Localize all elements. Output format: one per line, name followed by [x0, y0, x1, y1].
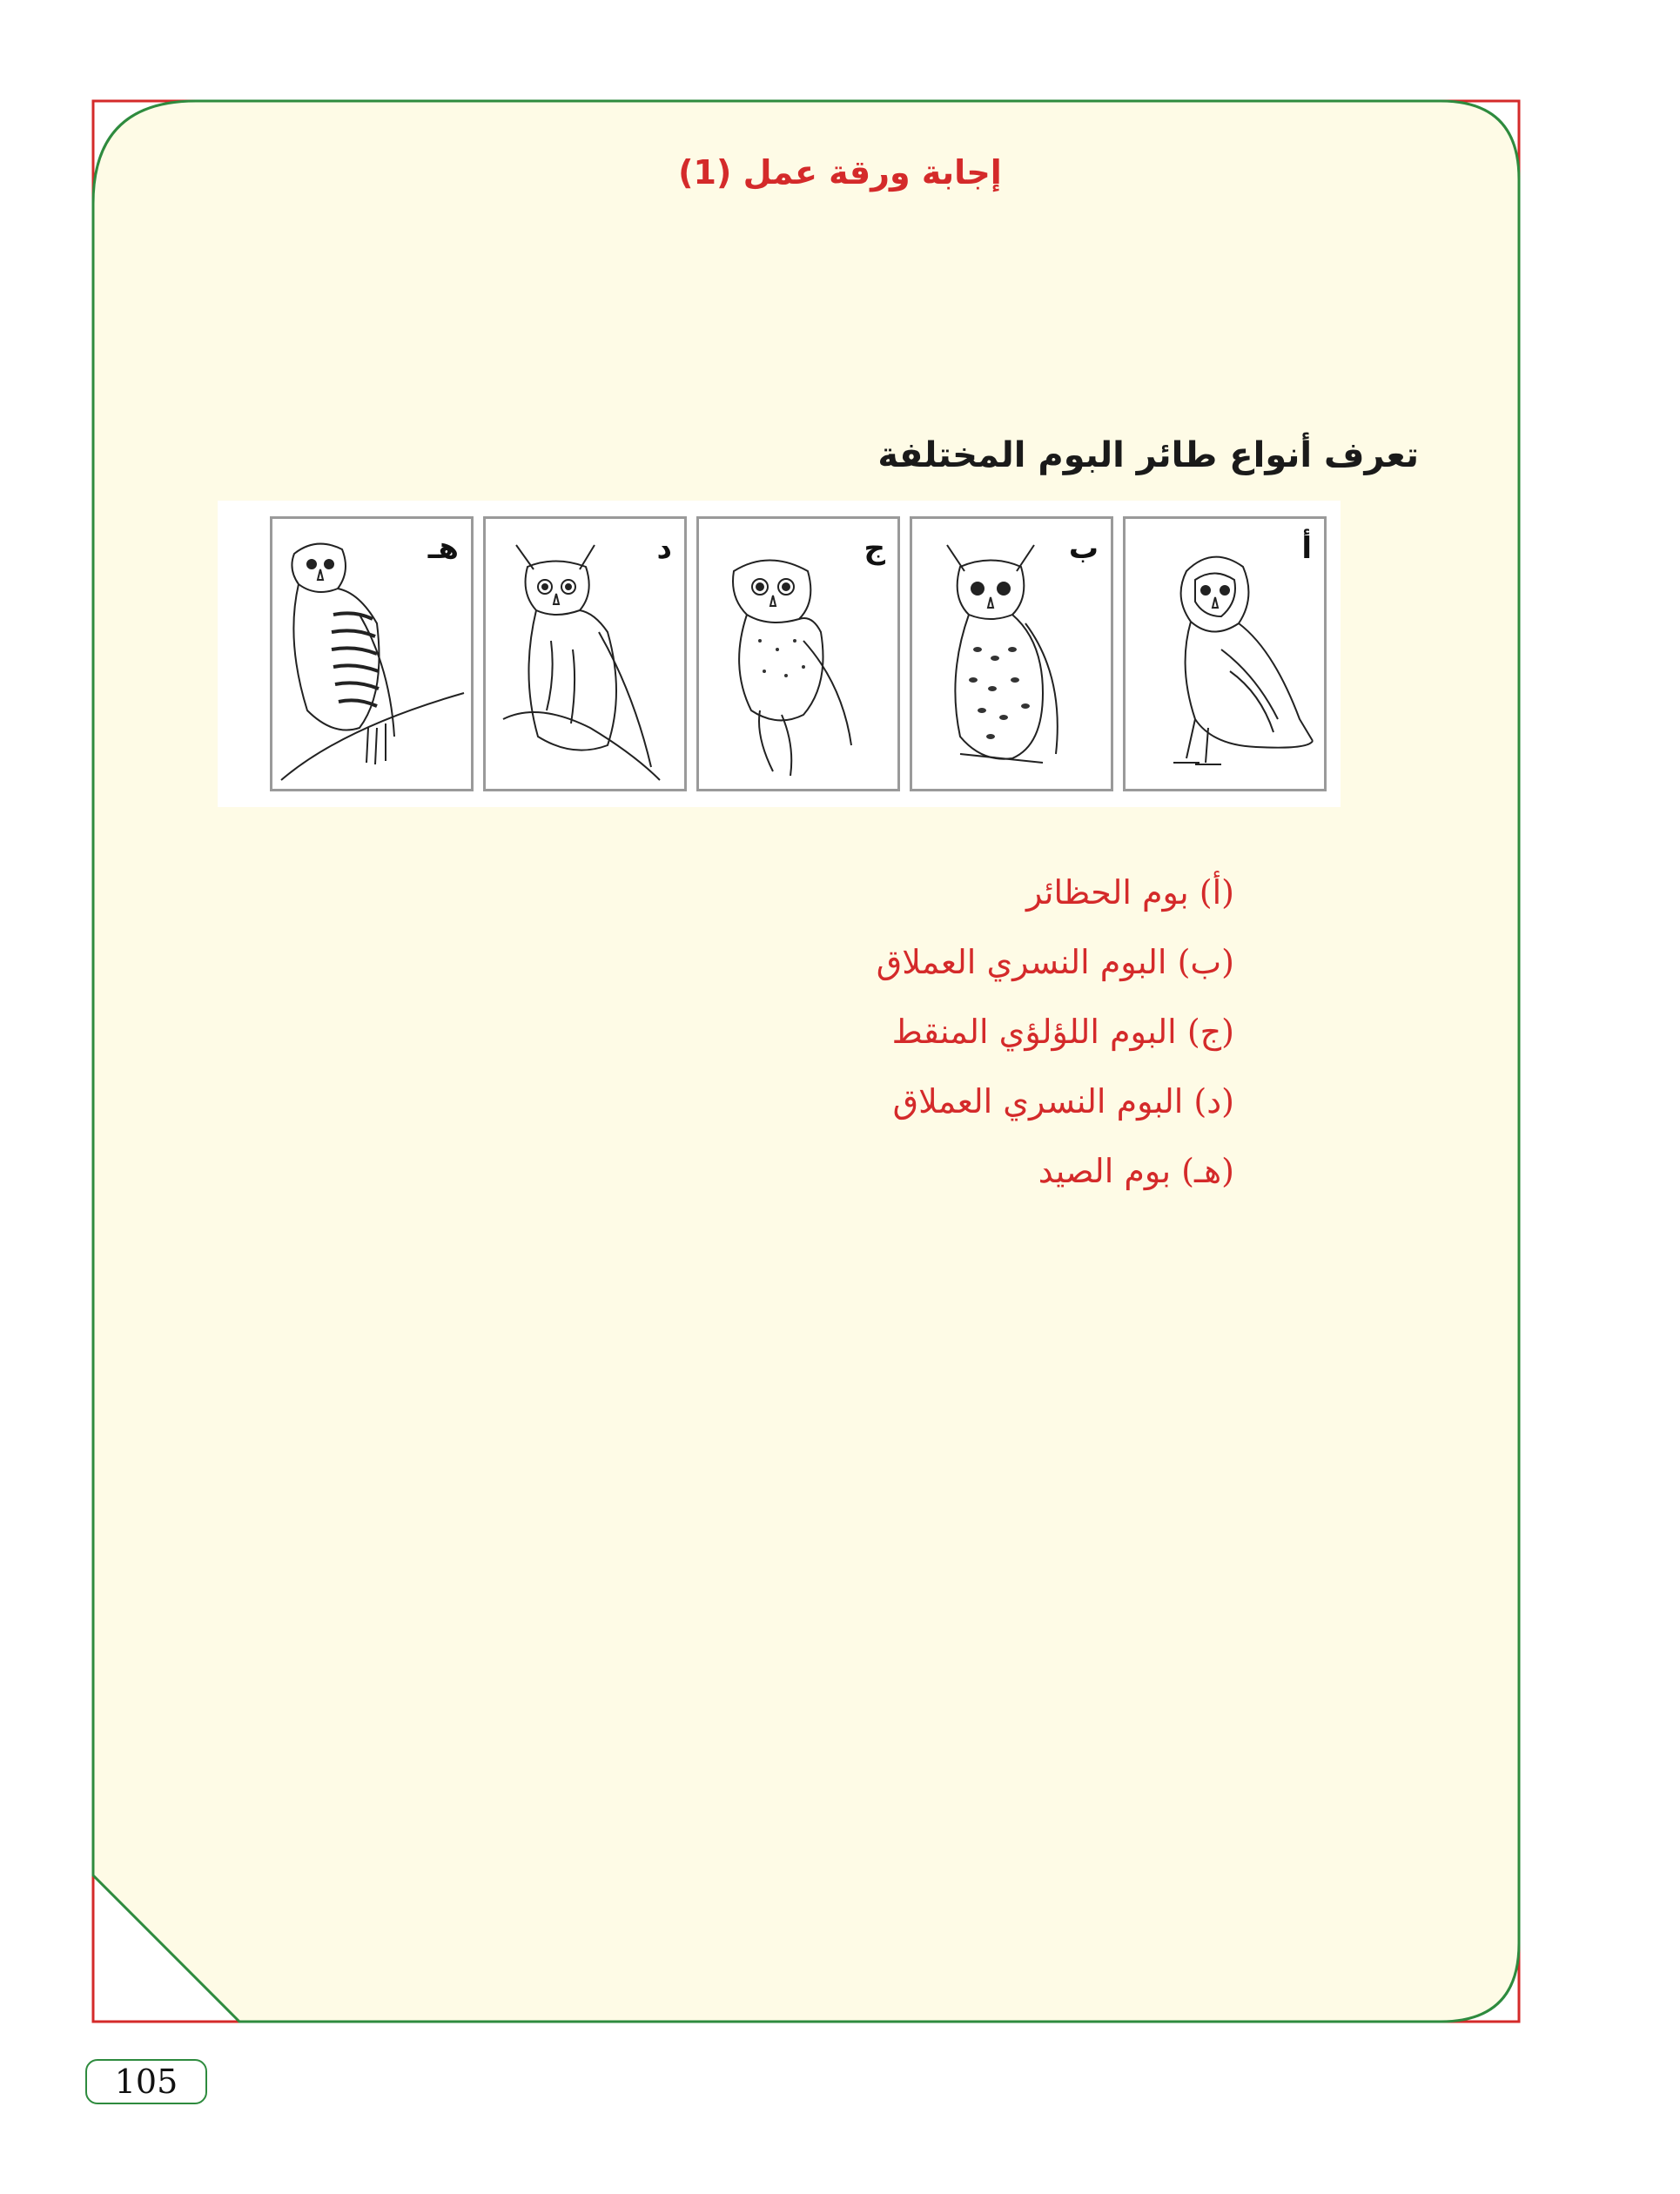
owl-panel-c — [696, 516, 900, 791]
panel-letter: أ — [1301, 531, 1312, 566]
panel-letter: هـ — [427, 531, 459, 566]
owl-panel-e — [270, 516, 474, 791]
owl-panel-a — [1123, 516, 1327, 791]
barn-owl-icon — [1126, 519, 1324, 789]
long-eared-owl-icon — [486, 519, 684, 789]
answer-item-a: (أ) بوم الحظائر — [1025, 873, 1234, 912]
worksheet-title: إجابة ورقة عمل (1) — [678, 153, 1002, 192]
owl-illustration-strip — [218, 501, 1341, 807]
answer-item-d: (د) البوم النسري العملاق — [892, 1082, 1234, 1121]
answer-item-b: (ب) البوم النسري العملاق — [876, 943, 1234, 981]
answer-item-e: (هـ) بوم الصيد — [1038, 1152, 1234, 1190]
answer-list — [877, 858, 1234, 1206]
panel-letter: د — [656, 531, 672, 566]
page-number: 105 — [85, 2059, 207, 2104]
panel-letter: ج — [864, 531, 885, 566]
panel-letter: ب — [1068, 531, 1099, 566]
section-heading: تعرف أنواع طائر البوم المختلفة — [877, 435, 1419, 475]
owl-panel-b — [910, 516, 1113, 791]
answer-item-c: (ج) البوم اللؤلؤي المنقط — [891, 1013, 1234, 1051]
owl-panel-d — [483, 516, 687, 791]
